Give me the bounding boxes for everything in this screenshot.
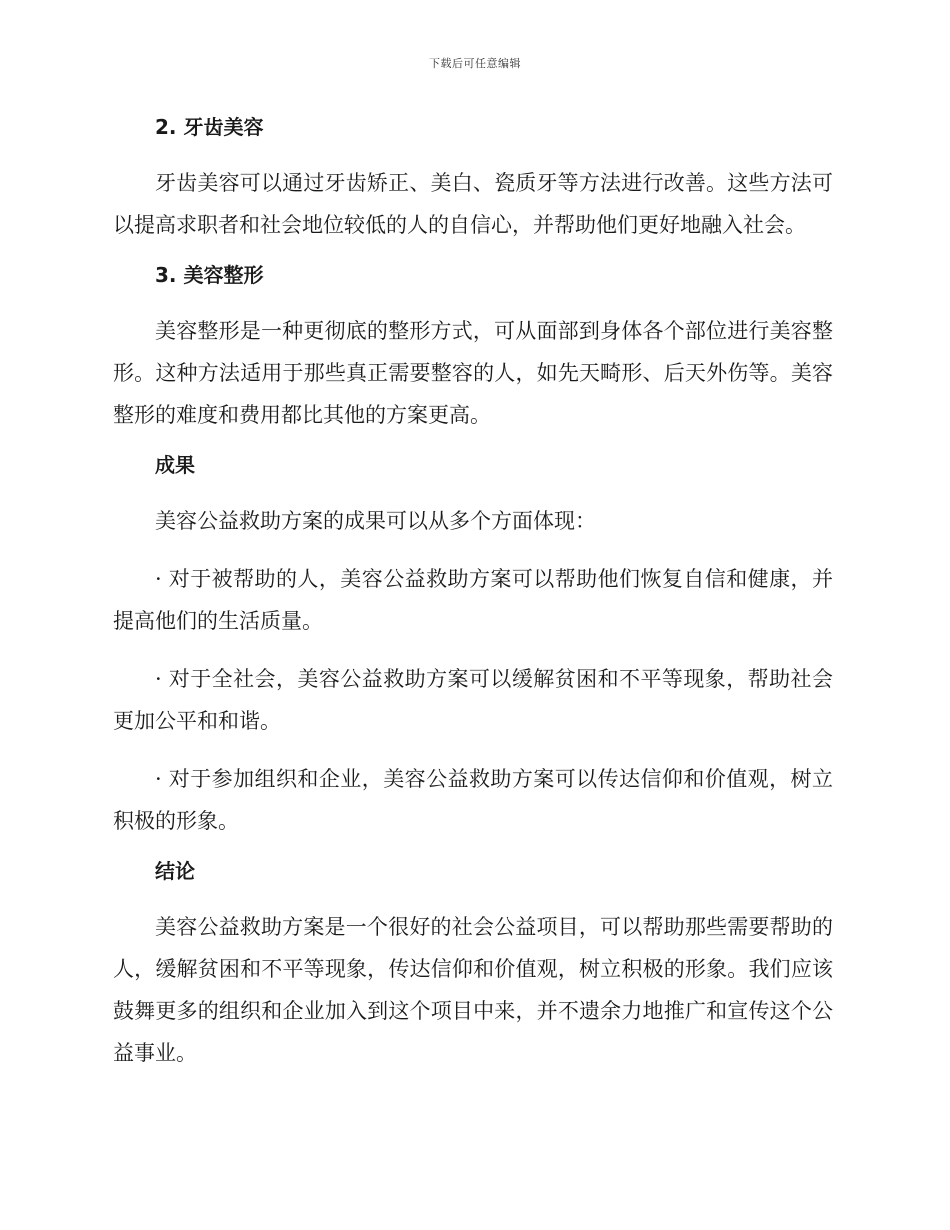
paragraph-conclusion: 美容公益救助方案是一个很好的社会公益项目，可以帮助那些需要帮助的人，缓解贫困和不平等现象，传达信仰和价值观，树立积极的形象。我们应该鼓舞更多的组织和企业加入到这个项目中来，并不遗余力地推广和宣传这个公益事业。 — [113, 915, 833, 1065]
section-heading-conclusion: 结论 — [155, 859, 195, 883]
section-heading-teeth: 2. 牙齿美容 — [155, 115, 264, 139]
bullet-item-society: · 对于全社会，美容公益救助方案可以缓解贫困和不平等现象，帮助社会更加公平和和谐。 — [113, 667, 833, 733]
page-header: 下载后可任意编辑 — [429, 57, 521, 70]
paragraph-surgery: 美容整形是一种更彻底的整形方式，可从面部到身体各个部位进行美容整形。这种方法适用于那些真正需要整容的人，如先天畸形、后天外伤等。美容整形的难度和费用都比其他的方案更高。 — [113, 319, 833, 427]
section-heading-results: 成果 — [155, 453, 195, 477]
bullet-item-helped-people: · 对于被帮助的人，美容公益救助方案可以帮助他们恢复自信和健康，并提高他们的生活质量。 — [113, 567, 833, 633]
section-heading-surgery: 3. 美容整形 — [155, 263, 264, 287]
bullet-item-organizations: · 对于参加组织和企业，美容公益救助方案可以传达信仰和价值观，树立积极的形象。 — [113, 767, 833, 833]
paragraph-results-intro: 美容公益救助方案的成果可以从多个方面体现： — [155, 509, 596, 533]
document-body — [113, 112, 833, 1088]
paragraph-teeth: 牙齿美容可以通过牙齿矫正、美白、瓷质牙等方法进行改善。这些方法可以提高求职者和社会地位较低的人的自信心，并帮助他们更好地融入社会。 — [113, 171, 833, 237]
